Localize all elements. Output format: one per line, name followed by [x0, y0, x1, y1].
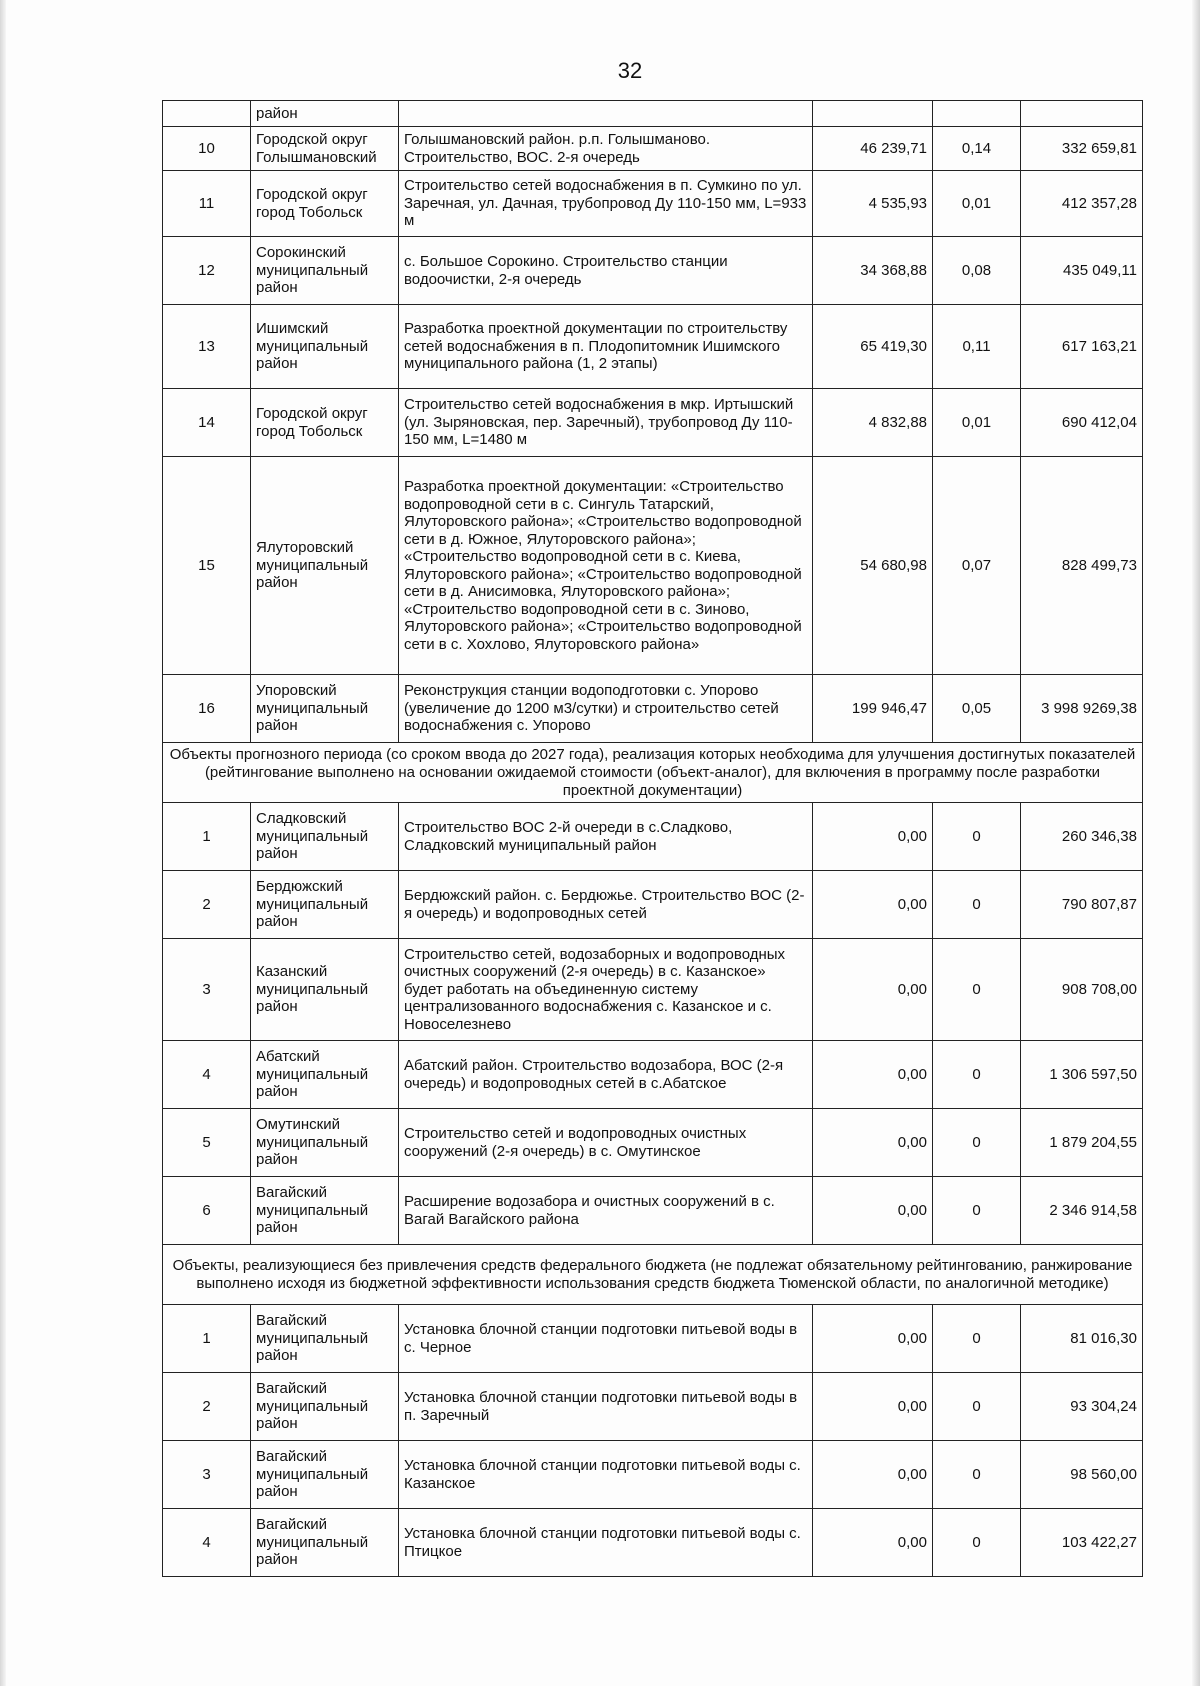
coefficient-cell: 0: [933, 803, 1021, 871]
cost-cell: 199 946,47: [813, 675, 933, 743]
coefficient-cell: 0: [933, 871, 1021, 939]
cost-cell: 0,00: [813, 939, 933, 1041]
cost-cell: 54 680,98: [813, 457, 933, 675]
objects-table: [162, 100, 1143, 1577]
object-description: Строительство сетей водоснабжения в п. Сумкино по ул. Заречная, ул. Дачная, трубопровод Ду 110-150 мм, L=933 м: [399, 171, 813, 237]
municipality-cell: Упоровский муниципальный район: [251, 675, 399, 743]
municipality-cell: Вагайский муниципальный район: [251, 1509, 399, 1577]
row-number: 3: [163, 939, 251, 1041]
municipality-cell: Вагайский муниципальный район: [251, 1373, 399, 1441]
municipality-cell: Сорокинский муниципальный район: [251, 237, 399, 305]
row-number: 1: [163, 1305, 251, 1373]
cost-cell: 4 832,88: [813, 389, 933, 457]
table-row: [163, 237, 1143, 305]
total-cell: 332 659,81: [1021, 127, 1143, 171]
coefficient-cell: 0,07: [933, 457, 1021, 675]
table-row: [163, 803, 1143, 871]
object-description: Строительство сетей и водопроводных очистных сооружений (2-я очередь) в с. Омутинское: [399, 1109, 813, 1177]
coefficient-cell: 0: [933, 1109, 1021, 1177]
object-description: Строительство сетей, водозаборных и водопроводных очистных сооружений (2-я очередь) в с. Казанское» будет работать на объединенную систему централизованного водоснабжения с. Казанское и с. Новоселезнево: [399, 939, 813, 1041]
municipality-cell: Ялуторовский муниципальный район: [251, 457, 399, 675]
municipality-cell: Казанский муниципальный район: [251, 939, 399, 1041]
row-number: 13: [163, 305, 251, 389]
cost-cell: 0,00: [813, 803, 933, 871]
scan-edge-left: [0, 0, 6, 1686]
municipality-cell: Вагайский муниципальный район: [251, 1177, 399, 1245]
row-number: 4: [163, 1041, 251, 1109]
coefficient-cell: 0: [933, 1373, 1021, 1441]
object-description: Расширение водозабора и очистных сооружений в с. Вагай Вагайского района: [399, 1177, 813, 1245]
total-cell: 435 049,11: [1021, 237, 1143, 305]
table-row: [163, 939, 1143, 1041]
coefficient-cell: 0,01: [933, 389, 1021, 457]
object-description: Разработка проектной документации по строительству сетей водоснабжения в п. Плодопитомник Ишимского муниципального района (1, 2 этапы): [399, 305, 813, 389]
coefficient-cell: 0: [933, 1177, 1021, 1245]
table-row: [163, 1305, 1143, 1373]
row-number: 15: [163, 457, 251, 675]
total-cell: 908 708,00: [1021, 939, 1143, 1041]
page-number: 32: [617, 58, 643, 83]
table-row: [163, 871, 1143, 939]
table-row: [163, 457, 1143, 675]
municipality-cell: Вагайский муниципальный район: [251, 1441, 399, 1509]
object-description: Реконструкция станции водоподготовки с. Упорово (увеличение до 1200 м3/сутки) и строительство сетей водоснабжения с. Упорово: [399, 675, 813, 743]
row-number: 12: [163, 237, 251, 305]
object-description: Установка блочной станции подготовки питьевой воды в п. Заречный: [399, 1373, 813, 1441]
coefficient-cell: 0,05: [933, 675, 1021, 743]
object-description: Голышмановский район. р.п. Голышманово. Строительство, ВОС. 2-я очередь: [399, 127, 813, 171]
row-number: 1: [163, 803, 251, 871]
table-row: [163, 1041, 1143, 1109]
total-cell: 103 422,27: [1021, 1509, 1143, 1577]
table-row: [163, 1177, 1143, 1245]
municipality-cell: Сладковский муниципальный район: [251, 803, 399, 871]
cost-cell: 0,00: [813, 1177, 933, 1245]
table-row: [163, 127, 1143, 171]
municipality-cell: Вагайский муниципальный район: [251, 1305, 399, 1373]
total-cell: 1 879 204,55: [1021, 1109, 1143, 1177]
row-number: 2: [163, 1373, 251, 1441]
cost-cell: 4 535,93: [813, 171, 933, 237]
coefficient-cell: 0: [933, 939, 1021, 1041]
section-header-row: [163, 743, 1143, 803]
total-cell: 617 163,21: [1021, 305, 1143, 389]
table-row: [163, 305, 1143, 389]
table-row: [163, 171, 1143, 237]
row-number: 16: [163, 675, 251, 743]
cost-cell: 65 419,30: [813, 305, 933, 389]
municipality-cell: Бердюжский муниципальный район: [251, 871, 399, 939]
total-cell: 81 016,30: [1021, 1305, 1143, 1373]
coefficient-cell: 0,01: [933, 171, 1021, 237]
object-description: Установка блочной станции подготовки питьевой воды с. Казанское: [399, 1441, 813, 1509]
municipality-cell: Городской округ город Тобольск: [251, 389, 399, 457]
total-cell: 828 499,73: [1021, 457, 1143, 675]
object-description: Строительство ВОС 2-й очереди в с.Сладково, Сладковский муниципальный район: [399, 803, 813, 871]
municipality-cell: Омутинский муниципальный район: [251, 1109, 399, 1177]
cost-cell: 0,00: [813, 1441, 933, 1509]
object-description: Строительство сетей водоснабжения в мкр. Иртышский (ул. Зыряновская, пер. Заречный), трубопровод Ду 110-150 мм, L=1480 м: [399, 389, 813, 457]
cost-cell: 0,00: [813, 1109, 933, 1177]
object-description: Установка блочной станции подготовки питьевой воды с. Птицкое: [399, 1509, 813, 1577]
municipality-cell: Абатский муниципальный район: [251, 1041, 399, 1109]
municipality-cell: район: [251, 101, 399, 127]
cost-cell: 0,00: [813, 871, 933, 939]
cost-cell: 0,00: [813, 1509, 933, 1577]
total-cell: 790 807,87: [1021, 871, 1143, 939]
object-description: Абатский район. Строительство водозабора, ВОС (2-я очередь) и водопроводных сетей в с.Абатское: [399, 1041, 813, 1109]
coefficient-cell: 0,11: [933, 305, 1021, 389]
municipality-cell: Городской округ Голышмановский: [251, 127, 399, 171]
cost-cell: [813, 101, 933, 127]
table-row: [163, 389, 1143, 457]
municipality-cell: Ишимский муниципальный район: [251, 305, 399, 389]
coefficient-cell: [933, 101, 1021, 127]
table-row: [163, 1373, 1143, 1441]
scan-edge-right: [1192, 0, 1200, 1686]
row-number: 6: [163, 1177, 251, 1245]
object-description: с. Большое Сорокино. Строительство станции водоочистки, 2-я очередь: [399, 237, 813, 305]
row-number: 4: [163, 1509, 251, 1577]
section-heading-forecast: Объекты прогнозного периода (со сроком ввода до 2027 года), реализация которых необходима для улучшения достигнутых показателей (рейтингование выполнено на основании ожидаемой стоимости (объект-аналог), для включения в программу после разработки проектной документации): [163, 743, 1143, 803]
total-cell: 260 346,38: [1021, 803, 1143, 871]
total-cell: 1 306 597,50: [1021, 1041, 1143, 1109]
total-cell: [1021, 101, 1143, 127]
cost-cell: 46 239,71: [813, 127, 933, 171]
total-cell: 3 998 9269,38: [1021, 675, 1143, 743]
total-cell: 412 357,28: [1021, 171, 1143, 237]
cost-cell: 0,00: [813, 1373, 933, 1441]
section-header-row: [163, 1245, 1143, 1305]
municipality-cell: Городской округ город Тобольск: [251, 171, 399, 237]
row-number: [163, 101, 251, 127]
coefficient-cell: 0,08: [933, 237, 1021, 305]
coefficient-cell: 0: [933, 1509, 1021, 1577]
object-description: [399, 101, 813, 127]
object-description: Бердюжский район. с. Бердюжье. Строительство ВОС (2-я очередь) и водопроводных сетей: [399, 871, 813, 939]
row-number: 10: [163, 127, 251, 171]
table-row: [163, 1509, 1143, 1577]
row-number: 11: [163, 171, 251, 237]
coefficient-cell: 0: [933, 1041, 1021, 1109]
object-description: Установка блочной станции подготовки питьевой воды в с. Черное: [399, 1305, 813, 1373]
section-heading-regional: Объекты, реализующиеся без привлечения средств федерального бюджета (не подлежат обязательному рейтингованию, ранжирование выполнено исходя из бюджетной эффективности использования средств бюджета Тюменской области, по аналогичной методике): [163, 1245, 1143, 1305]
cost-cell: 0,00: [813, 1305, 933, 1373]
total-cell: 93 304,24: [1021, 1373, 1143, 1441]
cost-cell: 34 368,88: [813, 237, 933, 305]
table-row: [163, 1441, 1143, 1509]
total-cell: 690 412,04: [1021, 389, 1143, 457]
row-number: 14: [163, 389, 251, 457]
table-row: [163, 101, 1143, 127]
object-description: Разработка проектной документации: «Строительство водопроводной сети в с. Сингуль Татарский, Ялуторовского района»; «Строительство водопроводной сети в д. Южное, Ялуторовского района»; «Строительство водопроводной сети в с. Киева, Ялуторовского района»; «Строительство водопроводной сети в д. Анисимовка, Ялуторовского района»; «Строительство водопроводной сети в с. Зиново, Ялуторовского района»; «Строительство водопроводной сети в с. Хохлово, Ялуторовского района»: [399, 457, 813, 675]
cost-cell: 0,00: [813, 1041, 933, 1109]
coefficient-cell: 0,14: [933, 127, 1021, 171]
total-cell: 98 560,00: [1021, 1441, 1143, 1509]
coefficient-cell: 0: [933, 1305, 1021, 1373]
row-number: 5: [163, 1109, 251, 1177]
row-number: 2: [163, 871, 251, 939]
total-cell: 2 346 914,58: [1021, 1177, 1143, 1245]
table-row: [163, 675, 1143, 743]
row-number: 3: [163, 1441, 251, 1509]
coefficient-cell: 0: [933, 1441, 1021, 1509]
table-row: [163, 1109, 1143, 1177]
